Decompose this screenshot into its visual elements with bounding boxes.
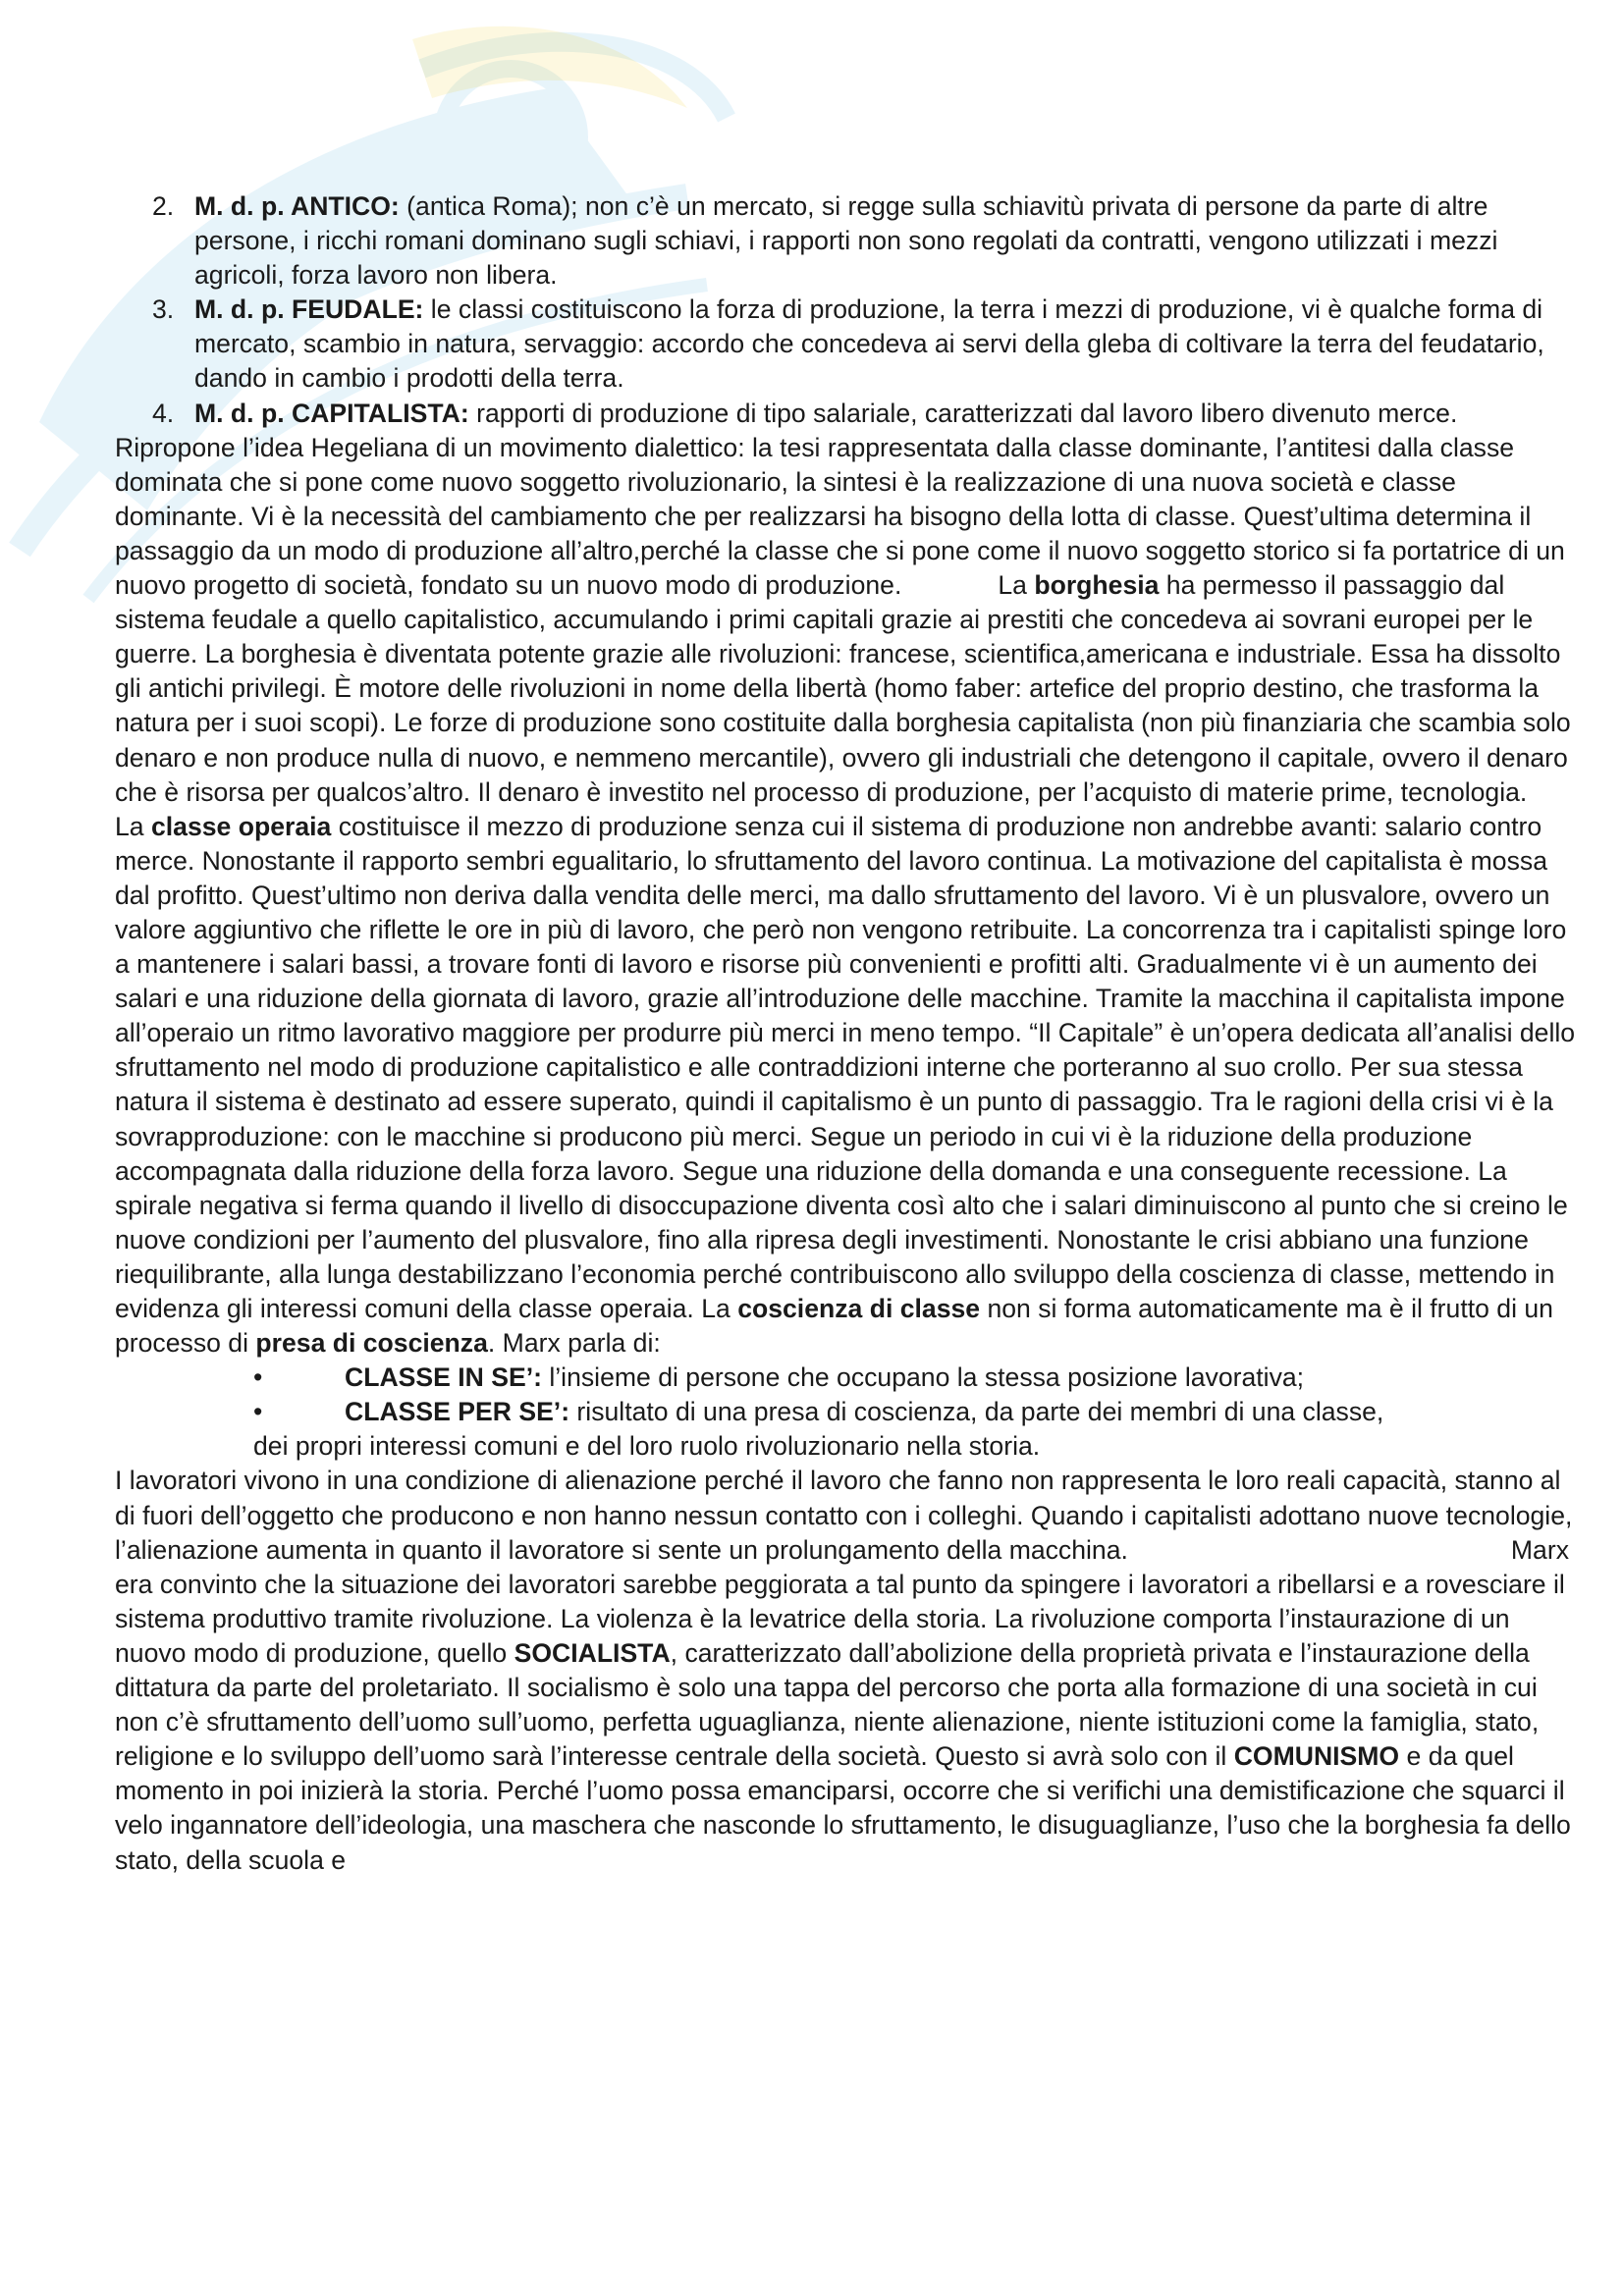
- paragraph-text: non si forma automaticamente ma è il frutto di un processo di: [115, 1294, 1553, 1359]
- class-description-continuation: dei propri interessi comuni e del loro ruolo rivoluzionario nella storia.: [253, 1431, 1041, 1462]
- paragraph-dialectic: [115, 431, 1588, 810]
- list-item: [115, 189, 1588, 293]
- class-title: CLASSE PER SE’:: [345, 1397, 570, 1427]
- keyword-coscienza-di-classe: coscienza di classe: [737, 1294, 981, 1323]
- keyword-borghesia: borghesia: [1034, 570, 1160, 601]
- mode-title: M. d. p. FEUDALE:: [194, 294, 424, 325]
- document-body: [115, 189, 1588, 1878]
- list-item: [115, 397, 1588, 431]
- paragraph-text: costituisce il mezzo di produzione senza cui il sistema di produzione non andrebbe avanti: salario contro merce. Nonostante il rapporto sembri egualitario, lo sfruttamento del lavoro continua. La motivazione del capitalista è mossa dal profitto. Quest’ultimo non deriva dalla vendita delle merci, ma dallo sfruttamento del lavoro. Vi è un plusvalore, ovvero un valore aggiuntivo che riflette le ore in più di lavoro, che però non vengono retribuite. La concorrenza tra i capitalisti spinge loro a mantenere i salari bassi, a trovare fonti di lavoro e risorse più convenienti e profitti alti. Gradualmente vi è un aumento dei salari e una riduzione della giornata di lavoro, grazie all’introduzione delle macchine. Tramite la macchina il capitalista impone all’operaio un ritmo lavorativo maggiore per produrre più merci in meno tempo. “Il Capitale” è un’opera dedicata all’analisi dello sfruttamento nel modo di produzione capitalistico e alle contraddizioni interne che porteranno al suo crollo. Per sua stessa natura il sistema è destinato ad essere superato, quindi il capitalismo è un punto di passaggio. Tra le ragioni della crisi vi è la sovrapproduzione: con le macchine si producono più merci. Segue un periodo in cui vi è la riduzione della produzione accompagnata dalla riduzione della forza lavoro. Segue una riduzione della domanda e una conseguente recessione. La spirale negativa si ferma quando il livello di disoccupazione diventa così alto che i salari diminuiscono al punto che si creino le nuove condizioni per l’aumento del plusvalore, fino alla ripresa degli investimenti. Nonostante le crisi abbiano una funzione riequilibrante, alla lunga destabilizzano l’economia perché contribuiscono allo sviluppo della coscienza di classe, mettendo in evidenza gli interessi comuni della classe operaia. La: [115, 811, 1576, 1323]
- paragraph-text: e da quel momento in poi inizierà la storia. Perché l’uomo possa emanciparsi, occorre che si verifichi una demistificazione che squarci il velo ingannatore dell’ideologia, una maschera che nasconde lo sfruttamento, le disuguaglianze, l’uso che la borghesia fa dello stato, della scuola e: [115, 1741, 1571, 1875]
- list-number: 2.: [152, 191, 175, 221]
- mode-title: M. d. p. ANTICO:: [194, 191, 400, 221]
- list-number: 4.: [152, 398, 175, 428]
- production-modes-list: [115, 189, 1588, 431]
- mode-description: le classi costituiscono la forza di produzione, la terra i mezzi di produzione, vi è qualche forma di mercato, scambio in natura, servaggio: accordo che concedeva ai servi della gleba di coltivare la terra del feudatario, dando in cambio i prodotti della terra.: [194, 294, 1544, 394]
- paragraph-text: ha permesso il passaggio dal sistema feudale a quello capitalistico, accumulando i primi capitali grazie ai prestiti che concedeva ai sovrani europei per le guerre. La borghesia è diventata potente grazie alle rivoluzioni: francese, scientifica,americana e industriale. Essa ha dissolto gli antichi privilegi. È motore delle rivoluzioni in nome della libertà (homo faber: artefice del proprio destino, che trasforma la natura per i suoi scopi). Le forze di produzione sono costituite dalla borghesia capitalista (non più finanziaria che scambia solo denaro e non produce nulla di nuovo, e nemmeno mercantile), ovvero gli industriali che detengono il capitale, ovvero il denaro che è risorsa per qualcos’altro. Il denaro è investito nel processo di produzione, per l’acquisto di materie prime, tecnologia.: [115, 570, 1571, 807]
- list-number: 3.: [152, 294, 175, 325]
- keyword-socialista: SOCIALISTA: [514, 1637, 671, 1668]
- keyword-comunismo: COMUNISMO: [1233, 1741, 1400, 1772]
- keyword-classe-operaia: classe operaia: [150, 811, 332, 841]
- paragraph-text: . Marx parla di:: [487, 1328, 661, 1359]
- paragraph-text: La: [115, 811, 151, 841]
- class-description: risultato di una presa di coscienza, da parte dei membri di una classe,: [569, 1397, 1384, 1427]
- paragraph-text: Ripropone l’idea Hegeliana di un movimento dialettico: la tesi rappresentata dalla classe dominante, l’antitesi dalla classe dominata che si pone come nuovo soggetto rivoluzionario, la sintesi è la realizzazione di una nuova società e classe dominante. Vi è la necessità del cambiamento che per realizzarsi ha bisogno della lotta di classe. Quest’ultima determina il passaggio da un modo di produzione all’altro,perché la classe che si pone come il nuovo soggetto storico si fa portatrice di un nuovo progetto di società, fondato su un nuovo modo di produzione.: [115, 432, 1565, 601]
- class-title: CLASSE IN SE’:: [345, 1362, 542, 1393]
- mode-description: rapporti di produzione di tipo salariale, caratterizzati dal lavoro libero divenuto merce.: [468, 398, 1458, 428]
- paragraph-alienazione: [115, 1464, 1588, 1877]
- class-description: l’insieme di persone che occupano la stessa posizione lavorativa;: [541, 1362, 1305, 1393]
- bullet-icon: •: [253, 1362, 263, 1393]
- paragraph-text: , caratterizzato dall’abolizione della proprietà privata e l’instaurazione della dittatura da parte del proletariato. Il socialismo è solo una tappa del percorso che porta alla formazione di una società in cui non c’è sfruttamento dell’uomo sull’uomo, perfetta uguaglianza, niente alienazione, niente istituzioni come la famiglia, stato, religione e lo sviluppo dell’uomo sarà l’interesse centrale della società. Questo si avrà solo con il: [115, 1637, 1540, 1772]
- list-item: [115, 293, 1588, 396]
- list-item: [115, 1361, 1588, 1395]
- mode-description: (antica Roma); non c’è un mercato, si regge sulla schiavitù privata di persone da parte di altre persone, i ricchi romani dominano sugli schiavi, i rapporti non sono regolati da contratti, vengono utilizzati i mezzi agricoli, forza lavoro non libera.: [194, 191, 1498, 291]
- bullet-icon: •: [253, 1397, 263, 1427]
- paragraph-text: Marx era convinto che la situazione dei lavoratori sarebbe peggiorata a tal punto da spingere i lavoratori a ribellarsi e a rovesciare il sistema produttivo tramite rivoluzione. La violenza è la levatrice della storia. La rivoluzione comporta l’instaurazione di un nuovo modo di produzione, quello: [115, 1534, 1570, 1668]
- list-item: [115, 1395, 1588, 1464]
- keyword-presa-di-coscienza: presa di coscienza: [255, 1328, 488, 1359]
- paragraph-classe-operaia: [115, 810, 1588, 1362]
- mode-title: M. d. p. CAPITALISTA:: [194, 398, 469, 428]
- paragraph-text: I lavoratori vivono in una condizione di alienazione perché il lavoro che fanno non rappresenta le loro reali capacità, stanno al di fuori dell’oggetto che producono e non hanno nessun contatto con i colleghi. Quando i capitalisti adottano nuove tecnologie, l’alienazione aumenta in quanto il lavoratore si sente un prolungamento della macchina.: [115, 1466, 1573, 1565]
- paragraph-text: La: [998, 570, 1035, 601]
- class-types-list: [115, 1361, 1588, 1464]
